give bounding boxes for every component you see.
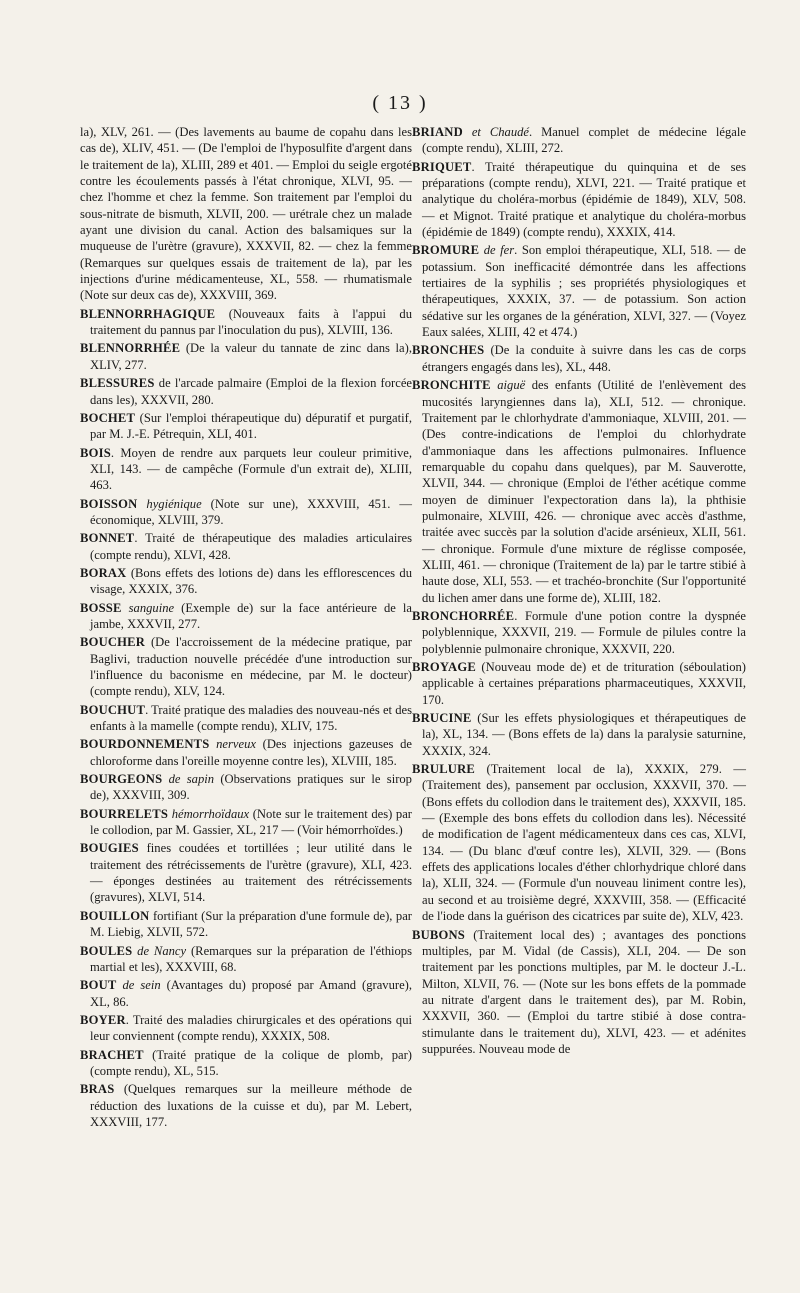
entry-text: (Sur l'emploi thérapeutique du) dépuratif et purgatif, par M. J.-E. Pétrequin, XLI, 401. xyxy=(90,410,412,442)
entry-headword: BROMURE xyxy=(412,243,480,258)
entry-headword: BRAS xyxy=(80,1082,115,1097)
entry-text: (Note sur le traitement des) par le collodion, par M. Gassier, XL, 217 — (Voir hémorrhoïdes.) xyxy=(90,806,412,838)
index-entry xyxy=(80,306,412,339)
entry-headword: BLENNORRHÉE xyxy=(80,341,181,356)
entry-subterm: hygiénique xyxy=(146,496,202,511)
entry-text: . Manuel complet de médecine légale (compte rendu), XLIII, 272. xyxy=(422,125,746,156)
entry-text: (Des injections gazeuses de chloroforme dans l'oreille moyenne contre les), XLVIII, 185. xyxy=(90,737,413,768)
index-entry xyxy=(80,736,412,769)
entry-headword: BRUCINE xyxy=(412,711,472,726)
index-entry xyxy=(412,377,746,606)
index-entry xyxy=(80,840,412,905)
right-column xyxy=(412,124,746,1059)
entry-text: (Bons effets des lotions de) dans les efflorescences du visage, XXXIX, 376. xyxy=(90,565,412,597)
entry-headword: BRIAND xyxy=(412,125,463,139)
entry-text: (Nouveau mode de) et de trituration (séboulation) applicable à certaines préparations pharmaceutiques, XXXVII, 170. xyxy=(422,660,746,707)
entry-subterm: de fer xyxy=(483,243,515,258)
entry-headword: BOISSON xyxy=(80,496,138,511)
index-entry xyxy=(80,1081,412,1130)
entry-headword: BOYER xyxy=(80,1012,126,1027)
entry-text: . Traité des maladies chirurgicales et des opérations qui leur conviennent (compte rendu), XXXIX, 508. xyxy=(90,1012,412,1044)
index-entry xyxy=(412,927,746,1058)
entry-subterm: de sapin xyxy=(168,772,215,787)
entry-headword: BRIQUET xyxy=(412,159,472,174)
entry-text: . Formule d'une potion contre la dyspnée polyblennique, XXXVII, 219. — Formule de pilules contre la polyblennie pulmonaire chronique, XXXVII, 220. xyxy=(422,608,746,656)
entry-text: fines coudées et tortillées ; leur utilité dans le traitement des rétrécissements de l'urètre (gravure), XLI, 423. — éponges destinées au traitement des rétrécissements (gravures), XLVI, 514. xyxy=(90,841,412,905)
index-entry xyxy=(80,375,412,408)
entry-text: (Note sur une), XXXVIII, 451. — économique, XLVIII, 379. xyxy=(90,496,412,527)
entry-text: . Son emploi thérapeutique, XLI, 518. — de potassium. Son inefficacité démontrée dans les affections tertiaires de la syphilis ; ses propriétés physiologiques et thérapeutiques, XXXIX, 37. — de potassium. Son action sédative sur les organes de la génération, XLVI, 327. — (Voyez Eaux salées, XLIII, 42 et 474.) xyxy=(422,243,746,340)
entry-subterm: de Nancy xyxy=(137,943,187,958)
index-entry xyxy=(412,124,746,157)
index-entry xyxy=(80,445,412,494)
index-entry xyxy=(80,908,412,941)
entry-text: de l'arcade palmaire (Emploi de la flexion forcée dans les), XXXVII, 280. xyxy=(90,376,412,407)
index-entry xyxy=(80,977,412,1010)
entry-text: la), XLV, 261. — (Des lavements au baume de copahu dans les cas de), XLIV, 451. — (De l'emploi de l'hyposulfite d'argent dans le traitement de la), XLIII, 289 et 401. — Emploi du seigle ergoté contre les écoulements passés à l'état chronique, XLVI, 95. — chez l'homme et chez la femme. Son traitement par l'emploi du sous-nitrate de bismuth, XLVII, 200. — urétrale chez un malade ayant une division du canal. Action des balsamiques sur la muqueuse de l'urètre (gravure), XXXVII, 82. — chez la femme (Remarques sur quelques essais de traitement de la), par les injections d'urine médicamenteuse, XL, 558. — rhumatismale (Note sur deux cas de), XXXVIII, 369. xyxy=(80,125,412,303)
index-entry xyxy=(80,496,412,529)
index-entry xyxy=(412,342,746,375)
entry-text: . Traité de thérapeutique des maladies articulaires (compte rendu), XLVI, 428. xyxy=(90,531,412,562)
index-entry xyxy=(80,600,412,633)
entry-headword: BOSSE xyxy=(80,600,122,615)
entry-headword: BOCHET xyxy=(80,410,136,425)
entry-headword: BRULURE xyxy=(412,762,475,777)
index-entry xyxy=(412,242,746,340)
entry-text: (De l'accroissement de la médecine pratique, par Baglivi, traduction nouvelle précédée d'une introduction sur l'influence du baconisme en médecine, par M. le docteur) (compte rendu), XLV, 124. xyxy=(90,635,412,699)
page-number: ( 13 ) xyxy=(372,92,428,114)
index-entry xyxy=(412,710,746,759)
entry-headword: BOUCHER xyxy=(80,635,146,650)
entry-headword: BRACHET xyxy=(80,1047,144,1062)
entry-text: (Remarques sur la préparation de l'éthiops martial et les), XXXVIII, 68. xyxy=(90,943,412,974)
entry-subterm: hémorrhoïdaux xyxy=(171,806,250,821)
entry-headword: BOUCHUT xyxy=(80,702,146,717)
entry-subterm: aiguë xyxy=(497,378,526,393)
entry-headword: BOURGEONS xyxy=(80,772,163,787)
entry-headword: BOIS xyxy=(80,445,111,460)
entry-subterm: sanguine xyxy=(128,600,175,615)
entry-text: . Moyen de rendre aux parquets leur couleur primitive, XLI, 143. — de campêche (Formule d'un extrait de), XLIII, 463. xyxy=(90,445,412,493)
entry-headword: BONNET xyxy=(80,531,135,546)
index-entry xyxy=(80,806,412,839)
entry-headword: BORAX xyxy=(80,565,127,580)
entry-headword: BLENNORRHAGIQUE xyxy=(80,306,216,321)
entry-text: . Traité thérapeutique du quinquina et de ses préparations (compte rendu), XLVI, 221. — Traité pratique et analytique du choléra-morbus (épidémie de 1849), XLV, 508. — et Mignot. Traité pratique et analytique du choléra-morbus (épidémie de 1849) (compte rendu), XXXIX, 414. xyxy=(422,159,746,240)
entry-headword: BROYAGE xyxy=(412,660,476,674)
entry-text: . Traité pratique des maladies des nouveau-nés et des enfants à la mamelle (compte rendu), XLIV, 175. xyxy=(90,702,412,734)
entry-subterm: nerveux xyxy=(216,737,256,752)
index-entry xyxy=(80,1047,412,1080)
index-entry xyxy=(80,124,412,304)
index-entry xyxy=(80,565,412,598)
entry-headword: BOUGIES xyxy=(80,841,139,856)
entry-headword: BRONCHES xyxy=(412,343,485,358)
entry-headword: BOUILLON xyxy=(80,908,150,923)
entry-headword: BUBONS xyxy=(412,927,465,942)
entry-headword: BOURRELETS xyxy=(80,806,169,821)
entry-text: (Traité pratique de la colique de plomb, par) (compte rendu), XL, 515. xyxy=(90,1047,412,1078)
index-entry xyxy=(412,159,746,241)
entry-text: (De la conduite à suivre dans les cas de corps étrangers engagés dans les), XL, 448. xyxy=(422,343,746,374)
entry-headword: BOUT xyxy=(80,978,117,993)
entry-headword: BOURDONNEMENTS xyxy=(80,737,210,752)
index-entry xyxy=(80,340,412,373)
index-entry xyxy=(412,761,746,924)
index-entry xyxy=(80,702,412,735)
entry-text: (De la valeur du tannate de zinc dans la), XLIV, 277. xyxy=(90,341,412,372)
entry-headword: BRONCHORRÉE xyxy=(412,608,515,623)
left-column xyxy=(80,124,412,1132)
index-entry xyxy=(80,410,412,443)
index-entry xyxy=(80,530,412,563)
index-entry xyxy=(80,634,412,699)
index-entry xyxy=(412,659,746,708)
entry-text: des enfants (Utilité de l'enlèvement des mucosités laryngiennes dans la), XLI, 512. — chronique. Traitement par le chlorhydrate d'ammoniaque, XLVIII, 201. — (Des contre-indications de l'emploi du chlorhydrate d'ammoniaque dans les affections pulmonaires. Influence remarquable du copahu dans quelques), par M. Sauverotte, XLVII, 344. — chronique (Emploi de l'éther acétique comme moyen de diminuer l'expectoration dans la), la phthisie pulmonaire, XLVIII, 426. — chronique avec accès d'asthme, traitée avec succès par la solution d'acide arsénieux, XLII, 561. — chronique. Formule d'une mixture de réglisse composée, XLIII, 461. — chronique (Traitement de la) par le tartre stibié à haute dose, XLI, 553. — et trachéo-bronchite (Sur l'opportunité du lichen amer dans une forme de), XLIII, 182. xyxy=(422,378,746,605)
entry-text: (Observations pratiques sur le sirop de), XXXVIII, 309. xyxy=(90,772,412,803)
entry-text: (Avantages du) proposé par Amand (gravure), XL, 86. xyxy=(90,978,413,1009)
index-entry xyxy=(80,943,412,976)
entry-text: (Traitement local des) ; avantages des ponctions multiples, par M. Vidal (de Cassis), XLI, 204. — De son traitement par les ponctions multiples, par M. le docteur J.-L. Milton, XLVII, 76. — (Note sur les bons effets de la pommade au nitrate d'argent dans le traitement des), par M. Robin, XXXVII, 360. — (Emploi du tartre stibié à dose contra-stimulante dans le traitement du), XLVI, 423. — et adénites suppurées. Nouveau mode de xyxy=(422,927,746,1056)
index-entry xyxy=(80,771,412,804)
index-entry xyxy=(412,608,746,657)
entry-text: (Quelques remarques sur la meilleure méthode de réduction des luxations de la cuisse et du), par M. Lebert, XXXVIII, 177. xyxy=(90,1082,412,1129)
entry-text: fortifiant (Sur la préparation d'une formule de), par M. Liebig, XLVII, 572. xyxy=(90,908,412,940)
entry-headword: BRONCHITE xyxy=(412,378,491,393)
entry-text: (Sur les effets physiologiques et thérapeutiques de la), XL, 134. — (Bons effets de la) dans la paralysie saturnine, XXXIX, 324. xyxy=(422,711,746,758)
entry-subterm: de sein xyxy=(122,978,161,993)
entry-text: (Exemple de) sur la face antérieure de la jambe, XXXVII, 277. xyxy=(90,600,412,631)
entry-headword: BOULES xyxy=(80,943,133,958)
entry-subterm: et Chaudé xyxy=(471,125,529,139)
entry-headword: BLESSURES xyxy=(80,376,155,391)
index-entry xyxy=(80,1012,412,1045)
entry-text: (Nouveaux faits à l'appui du traitement du pannus par l'inoculation du pus), XLVIII, 136. xyxy=(90,306,412,338)
entry-text: (Traitement local de la), XXXIX, 279. — (Traitement des), pansement par occlusion, XXXVII, 370. — (Bons effets du collodion dans le traitement des), XXXVII, 185. — (Exemple des bons effets du collodion dans les). Nécessité de modification de l'agent médicamenteux dans ces cas, XLVI, 134. — (Du blanc d'œuf contre les), XLVII, 329. — (Bons effets des applications locales d'éther chlorhydrique chloré dans la), XLII, 324. — (Formule d'un nouveau liniment contre les), au second et au troisième degré, XXXVIII, 358. — (Efficacité de l'iode dans la guérison des cicatrices par suite de), XLV, 423. xyxy=(422,762,746,924)
